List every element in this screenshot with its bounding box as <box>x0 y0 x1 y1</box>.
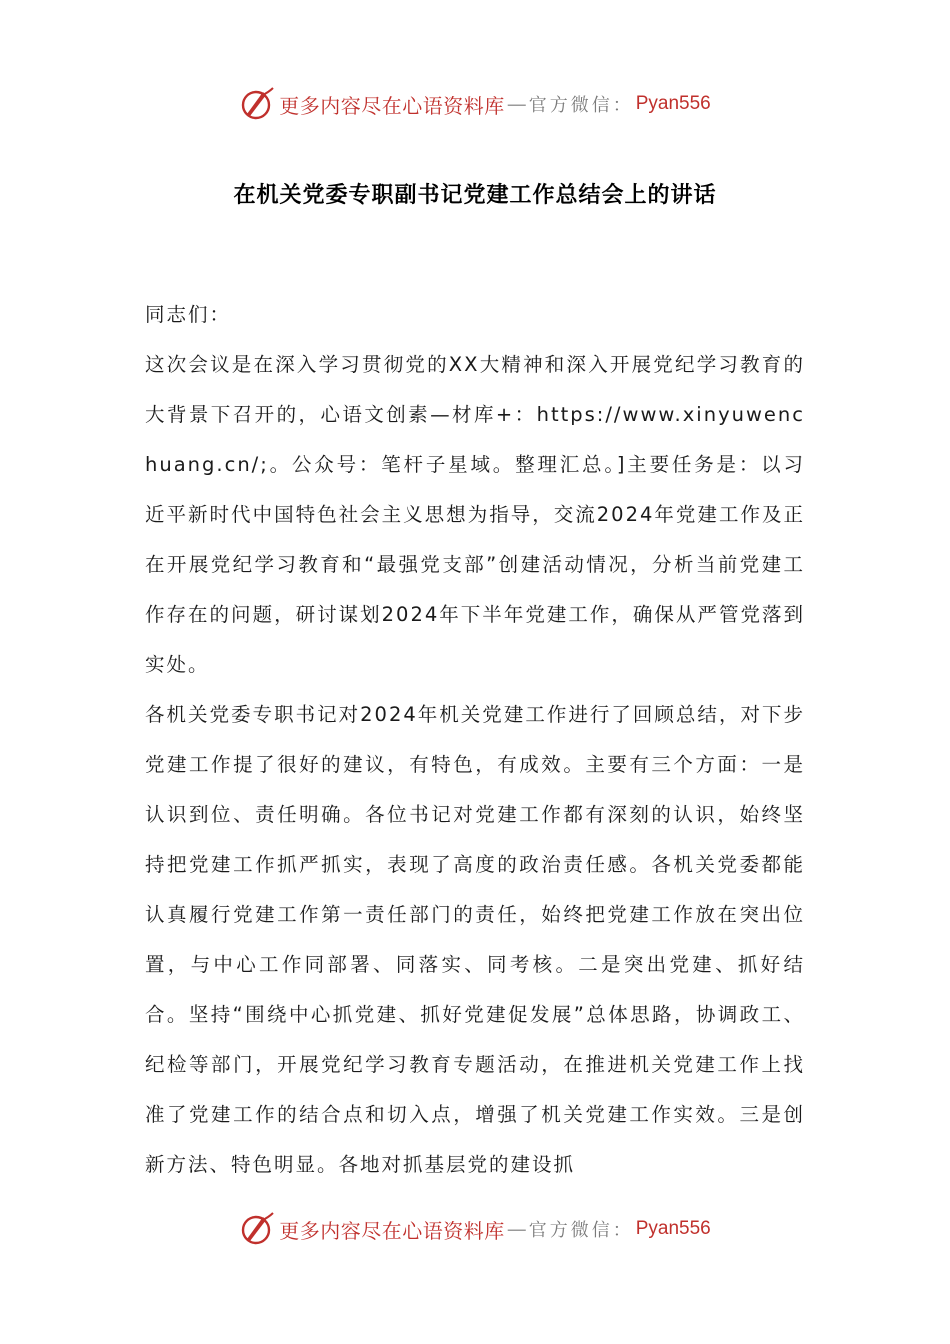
paragraph: 各机关党委专职书记对2024年机关党建工作进行了回顾总结，对下步党建工作提了很好的建议，有特色，有成效。主要有三个方面：一是认识到位、责任明确。各位书记对党建工作都有深刻的认识，始终坚持把党建工作抓严抓实，表现了高度的政治责任感。各机关党委都能认真履行党建工作第一责任部门的责任，始终把党建工作放在突出位置，与中心工作同部署、同落实、同考核。二是突出党建、抓好结合。坚持“围绕中心抓党建、抓好党建促发展”总体思路，协调政工、纪检等部门，开展党纪学习教育专题活动，在推进机关党建工作上找准了党建工作的结合点和切入点，增强了机关党建工作实效。三是创新方法、特色明显。各地对抓基层党的建设抓 <box>145 703 805 1176</box>
header-banner <box>0 82 950 126</box>
banner-official-text: 官方微信： <box>528 95 634 116</box>
banner-wechat-id: Pyan556 <box>635 1218 711 1239</box>
banner-official-text: 官方微信： <box>528 1220 634 1241</box>
quill-logo-icon <box>239 86 275 122</box>
banner-main-text: 更多内容尽在心语资料库 <box>279 1218 505 1243</box>
footer-banner <box>0 1207 950 1251</box>
banner-dash: — <box>506 92 527 116</box>
paragraph: 这次会议是在深入学习贯彻党的XX大精神和深入开展党纪学习教育的大背景下召开的，心语文创素—材库+：https://www.xinyuwenchuang.cn/;。公众号：笔杆子星域。整理汇总。]主要任务是：以习近平新时代中国特色社会主义思想为指导，交流2024年党建工作及正在开展党纪学习教育和“最强党支部”创建活动情况，分析当前党建工作存在的问题，研讨谋划2024年下半年党建工作，确保从严管党落到实处。 <box>145 353 805 676</box>
quill-logo-icon <box>239 1211 275 1247</box>
banner-wechat-id: Pyan556 <box>635 93 711 114</box>
banner-dash: — <box>506 1217 527 1241</box>
document-title: 在机关党委专职副书记党建工作总结会上的讲话 <box>233 183 717 208</box>
banner-main-text: 更多内容尽在心语资料库 <box>279 93 505 118</box>
document-body <box>145 290 805 1190</box>
greeting: 同志们： <box>145 303 232 326</box>
